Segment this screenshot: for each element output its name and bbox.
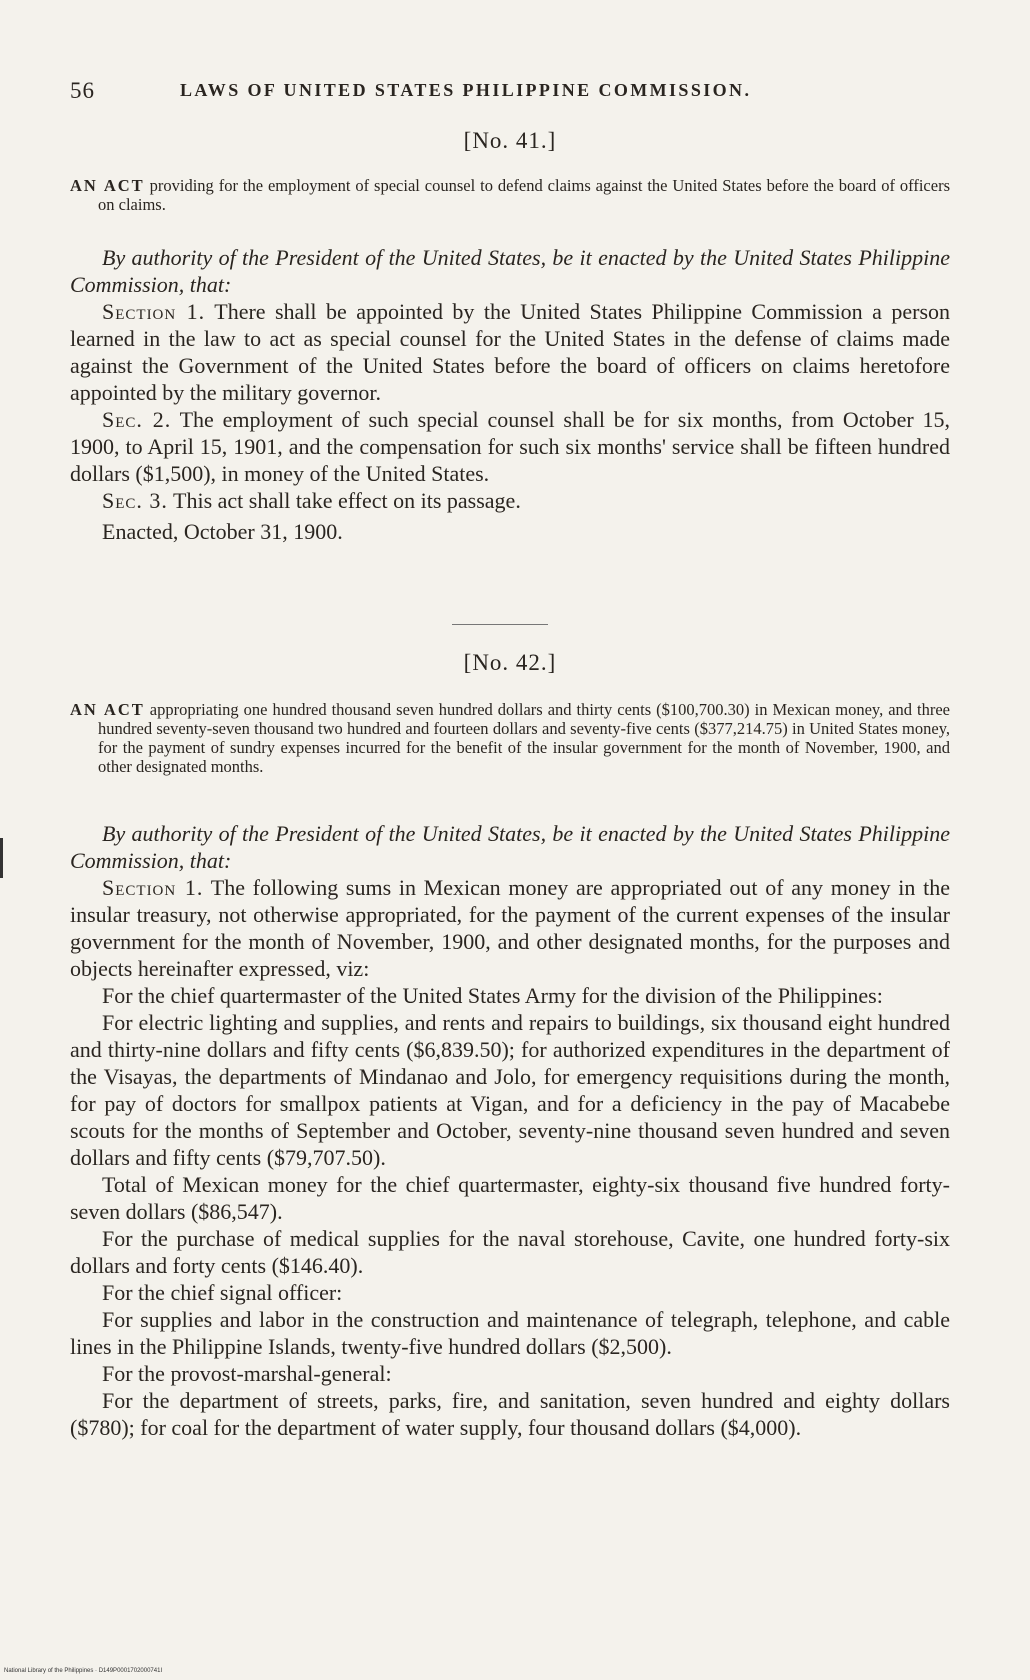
paragraph-quartermaster-heading: For the chief quartermaster of the United States Army for the division of the Philippines: bbox=[102, 983, 883, 1008]
act-42-body bbox=[70, 820, 950, 1441]
section-text: There shall be appointed by the United States Philippine Commission a person learned in the law to act as special counsel for the United States in the defense of claims made against the Government of the United States before the board of officers on claims heretofore appointed by the military governor. bbox=[70, 299, 951, 405]
section-label: Sec. 3. bbox=[102, 488, 168, 513]
running-title: LAWS OF UNITED STATES PHILIPPINE COMMISSION. bbox=[180, 80, 752, 100]
paragraph-telegraph-lines: For supplies and labor in the construction and maintenance of telegraph, telephone, and cable lines in the Philippine Islands, twenty-five hundred dollars ($2,500). bbox=[70, 1307, 950, 1359]
section-label: Section 1. bbox=[102, 875, 204, 900]
section-label: Section 1. bbox=[102, 299, 206, 324]
section-text: This act shall take effect on its passage. bbox=[173, 488, 521, 513]
act-41-authority: By authority of the President of the United States, be it enacted by the United States Philippine Commission, that: bbox=[70, 245, 950, 297]
page-number: 56 bbox=[70, 78, 95, 103]
act-42-number: [No. 42.] bbox=[463, 650, 557, 675]
act-42-title-text bbox=[70, 700, 950, 776]
act-41-enacted: Enacted, October 31, 1900. bbox=[102, 519, 343, 544]
running-head bbox=[70, 72, 960, 112]
paragraph-streets-parks: For the department of streets, parks, fire, and sanitation, seven hundred and eighty dollars ($780); for coal for the department of water supply, four thousand dollars ($4,000). bbox=[70, 1388, 950, 1440]
binding-edge-mark bbox=[0, 838, 3, 878]
paragraph-electric-lighting: For electric lighting and supplies, and rents and repairs to buildings, six thousand eight hundred and thirty-nine dollars and fifty cents ($6,839.50); for authorized expenditures in the department of the Visayas, the departments of Mindanao and Jolo, for emergency requisitions during the month, for pay of doctors for smallpox patients at Vigan, and for a deficiency in the pay of Macabebe scouts for the months of September and October, seventy-nine thousand seven hundred and seven dollars and fifty cents ($79,707.50). bbox=[70, 1010, 950, 1170]
scan-footer-id: National Library of the Philippines · D149P0001702000741I bbox=[4, 1668, 163, 1674]
act-42-title-rest: appropriating one hundred thousand seven hundred dollars and thirty cents ($100,700.30) in Mexican money, and three hundred seventy-seven thousand two hundred and fourteen dollars and seventy-five cents ($377,214.75) in United States money, for the payment of sundry expenses incurred for the benefit of the insular government for the month of November, 1900, and other designated months. bbox=[98, 700, 951, 776]
section-label: Sec. 2. bbox=[102, 407, 172, 432]
act-41-title-lead: AN ACT bbox=[70, 176, 145, 195]
act-41-number-block bbox=[70, 128, 950, 154]
act-41-number: [No. 41.] bbox=[463, 128, 557, 153]
act-41-section-2 bbox=[70, 406, 950, 487]
act-41-title-text bbox=[70, 176, 950, 214]
paragraph-quartermaster-total: Total of Mexican money for the chief quartermaster, eighty-six thousand five hundred forty-seven dollars ($86,547). bbox=[70, 1172, 950, 1224]
paragraph-signal-officer-heading: For the chief signal officer: bbox=[102, 1280, 343, 1305]
paragraph-medical-supplies: For the purchase of medical supplies for the naval storehouse, Cavite, one hundred forty-six dollars and forty cents ($146.40). bbox=[70, 1226, 950, 1278]
act-42-authority: By authority of the President of the United States, be it enacted by the United States Philippine Commission, that: bbox=[70, 821, 950, 873]
paragraph-provost-marshal-heading: For the provost-marshal-general: bbox=[102, 1361, 392, 1386]
act-42-title-lead: AN ACT bbox=[70, 700, 145, 719]
act-41-title-rest: providing for the employment of special counsel to defend claims against the United States before the board of officers on claims. bbox=[98, 176, 950, 214]
act-42-number-block bbox=[70, 650, 950, 676]
act-41-section-3 bbox=[70, 487, 950, 514]
section-text: The following sums in Mexican money are appropriated out of any money in the insular treasury, not otherwise appropriated, for the payment of the current expenses of the insular government for the month of November, 1900, and other designated months, for the purposes and objects hereinafter expressed, viz: bbox=[70, 875, 950, 981]
section-text: The employment of such special counsel shall be for six months, from October 15, 1900, to April 15, 1901, and the compensation for such six months' service shall be fifteen hundred dollars ($1,500), in money of the United States. bbox=[70, 407, 950, 486]
act-42-section-1 bbox=[70, 874, 950, 982]
act-42-title bbox=[70, 700, 950, 776]
act-41-section-1 bbox=[70, 298, 950, 406]
act-41-body bbox=[70, 244, 950, 545]
section-divider bbox=[452, 624, 548, 625]
act-41-title bbox=[70, 176, 950, 214]
